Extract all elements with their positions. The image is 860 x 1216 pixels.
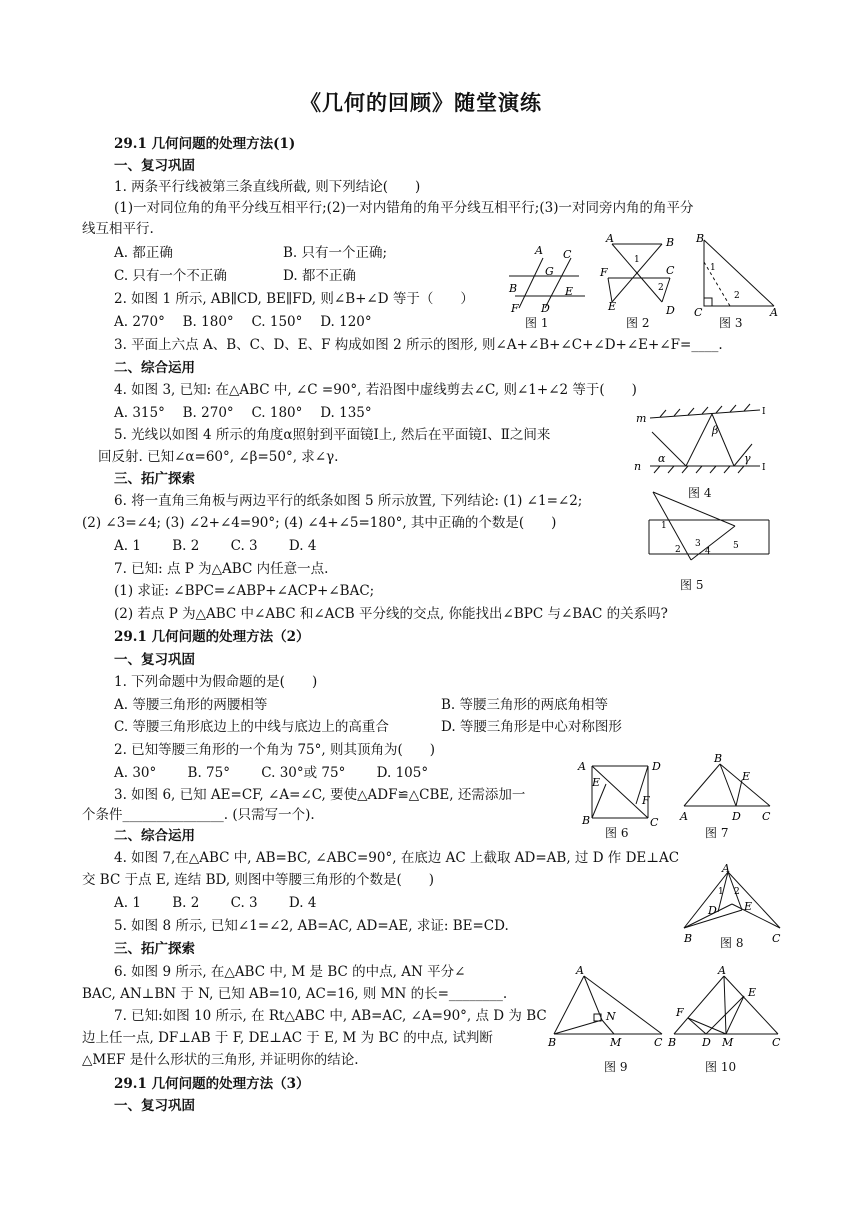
figure-caption: 图 10 xyxy=(705,1060,737,1074)
question-text: 2. 如图 1 所示, AB∥CD, BE∥FD, 则∠B+∠D 等于（ ） xyxy=(114,291,474,307)
fig-label: C xyxy=(666,264,675,277)
option-text: D. 等腰三角形是中心对称图形 xyxy=(441,719,622,735)
fig-label: G xyxy=(545,265,554,278)
figure-caption: 图 9 xyxy=(604,1060,628,1074)
fig-label: B xyxy=(509,282,518,295)
figure-caption: 图 2 xyxy=(626,316,650,330)
subsection-review: 一、复习巩固 xyxy=(114,158,195,174)
fig-label: A xyxy=(576,966,584,977)
option-text: A. 1 B. 2 C. 3 D. 4 xyxy=(114,895,317,911)
option-text: C. 等腰三角形底边上的中线与底边上的高重合 xyxy=(114,719,389,735)
figure-caption: 图 5 xyxy=(680,578,704,592)
fig-label: B xyxy=(696,232,705,245)
fig-label: A xyxy=(770,306,778,316)
fig-label: A xyxy=(722,864,730,875)
figure-caption: 图 3 xyxy=(719,316,743,330)
fig-label: 1 xyxy=(661,521,667,531)
subsection-extend: 三、拓广探索 xyxy=(114,471,195,487)
fig-label: D xyxy=(541,302,550,314)
fig-label: E xyxy=(592,776,601,789)
page-title: 《几何的回顾》随堂演练 xyxy=(300,90,542,115)
fig-label: D xyxy=(666,304,675,316)
fig-label: C xyxy=(650,816,659,826)
option-text: B. 只有一个正确; xyxy=(283,245,388,261)
option-text: A. 等腰三角形的两腰相等 xyxy=(114,697,268,713)
question-text: 线互相平行. xyxy=(82,221,154,237)
fig-label: C xyxy=(563,248,572,261)
question-text: 7. 已知: 点 P 为△ABC 内任意一点. xyxy=(114,561,329,577)
fig-label: F xyxy=(642,794,650,807)
fig-label: n xyxy=(634,460,642,473)
question-text: 1. 两条平行线被第三条直线所截, 则下列结论( ) xyxy=(114,179,421,195)
section-heading-2: 29.1 几何问题的处理方法（2） xyxy=(114,629,310,645)
fig-label: F xyxy=(511,302,519,314)
fig-label: E xyxy=(748,986,757,999)
question-text: 3. 平面上六点 A、B、C、D、E、F 构成如图 2 所示的图形, 则∠A+∠B+∠C+∠D+∠E+∠F=____. xyxy=(114,337,723,353)
option-text: B. 等腰三角形的两底角相等 xyxy=(441,697,609,713)
fig-label: D xyxy=(652,760,661,773)
question-text: 边上任一点, DF⊥AB 于 F, DE⊥AC 于 E, M 为 BC 的中点, 试判断 xyxy=(82,1030,493,1046)
fig-label: E xyxy=(744,900,753,913)
fig-label: F xyxy=(676,1006,684,1019)
question-text: (1)一对同位角的角平分线互相平行;(2)一对内错角的角平分线互相平行;(3)一对同旁内角的角平分 xyxy=(114,200,694,216)
fig-label: 2 xyxy=(675,545,681,555)
question-text: (2) 若点 P 为△ABC 中∠ABC 和∠ACB 平分线的交点, 你能找出∠BPC 与∠BAC 的关系吗? xyxy=(114,606,668,622)
figure-caption: 图 6 xyxy=(605,826,629,840)
question-text: 4. 如图 3, 已知: 在△ABC 中, ∠C =90°, 若沿图中虚线剪去∠C, 则∠1+∠2 等于( ) xyxy=(114,382,637,398)
question-text: (1) 求证: ∠BPC=∠ABP+∠ACP+∠BAC; xyxy=(114,583,375,599)
question-text: 4. 如图 7,在△ABC 中, AB=BC, ∠ABC=90°, 在底边 AC 上截取 AD=AB, 过 D 作 DE⊥AC xyxy=(114,850,680,866)
question-text: 2. 已知等腰三角形的一个角为 75°, 则其顶角为( ) xyxy=(114,742,436,758)
question-text: 回反射. 已知∠α=60°, ∠β=50°, 求∠γ. xyxy=(98,449,339,465)
fig-label: 2 xyxy=(734,291,740,301)
figure-caption: 图 7 xyxy=(705,826,729,840)
subsection-extend: 三、拓广探索 xyxy=(114,941,195,957)
fig-label: D xyxy=(702,1036,711,1049)
fig-label: E xyxy=(565,285,574,298)
question-text: 5. 如图 8 所示, 已知∠1=∠2, AB=AC, AD=AE, 求证: BE=CD. xyxy=(114,918,509,934)
fig-label: A xyxy=(535,244,543,257)
fig-label: C xyxy=(772,932,781,945)
fig-label: A xyxy=(606,232,614,245)
fig-label: 3 xyxy=(695,539,701,549)
figure-3 xyxy=(690,232,782,316)
fig-label: B xyxy=(548,1036,557,1049)
subsection-apply: 二、综合运用 xyxy=(114,360,195,376)
question-text: 5. 光线以如图 4 所示的角度α照射到平面镜Ⅰ上, 然后在平面镜Ⅰ、Ⅱ之间来 xyxy=(114,427,551,443)
fig-label: C xyxy=(762,810,771,823)
option-text: C. 只有一个不正确 xyxy=(114,268,227,284)
fig-label: 2 xyxy=(658,283,664,293)
question-text: 个条件_______________. (只需写一个). xyxy=(82,807,315,823)
section-heading-3: 29.1 几何问题的处理方法（3） xyxy=(114,1076,310,1092)
option-text: A. 315° B. 270° C. 180° D. 135° xyxy=(114,405,372,421)
fig-label: γ xyxy=(744,452,751,465)
fig-label: A xyxy=(680,810,688,823)
question-text: 3. 如图 6, 已知 AE=CF, ∠A=∠C, 要使△ADF≌△CBE, 还需添加一 xyxy=(114,787,526,803)
fig-label: A xyxy=(578,760,586,773)
question-text: 6. 如图 9 所示, 在△ABC 中, M 是 BC 的中点, AN 平分∠ xyxy=(114,964,466,980)
fig-label: 4 xyxy=(705,547,711,557)
subsection-review: 一、复习巩固 xyxy=(114,1098,195,1114)
fig-label: Ⅰ xyxy=(762,407,766,417)
figure-1 xyxy=(505,240,587,314)
fig-label: 5 xyxy=(733,541,739,551)
fig-label: 1 xyxy=(718,887,724,897)
figure-caption: 图 8 xyxy=(720,936,744,950)
fig-label: D xyxy=(732,810,741,823)
fig-label: β xyxy=(712,424,719,437)
question-text: 7. 已知:如图 10 所示, 在 Rt△ABC 中, AB=AC, ∠A=90°, 点 D 为 BC xyxy=(114,1008,547,1024)
figure-7 xyxy=(678,752,778,824)
fig-label: B xyxy=(714,752,723,765)
fig-label: B xyxy=(666,236,675,249)
subsection-review: 一、复习巩固 xyxy=(114,652,195,668)
fig-label: N xyxy=(606,1010,616,1023)
fig-label: F xyxy=(600,266,608,279)
fig-label: E xyxy=(608,300,617,313)
fig-label: C xyxy=(694,306,703,316)
fig-label: A xyxy=(718,966,726,977)
fig-label: B xyxy=(684,932,693,945)
option-text: D. 都不正确 xyxy=(283,268,356,284)
fig-label: 2 xyxy=(734,887,740,897)
figure-4 xyxy=(630,400,770,482)
figure-5 xyxy=(645,490,775,566)
fig-label: E xyxy=(742,770,751,783)
question-text: 交 BC 于点 E, 连结 BD, 则图中等腰三角形的个数是( ) xyxy=(82,872,434,888)
fig-label: M xyxy=(610,1036,622,1049)
fig-label: α xyxy=(658,452,666,465)
section-heading-1: 29.1 几何问题的处理方法(1) xyxy=(114,136,296,152)
option-text: A. 都正确 xyxy=(114,245,173,261)
question-text: 1. 下列命题中为假命题的是( ) xyxy=(114,674,318,690)
fig-label: B xyxy=(582,814,591,826)
figure-6 xyxy=(576,760,666,826)
figure-caption: 图 4 xyxy=(688,486,712,500)
fig-label: 1 xyxy=(634,255,640,265)
question-text: (2) ∠3=∠4; (3) ∠2+∠4=90°; (4) ∠4+∠5=180°, 其中正确的个数是( ) xyxy=(82,515,557,531)
fig-label: 1 xyxy=(710,263,716,273)
fig-label: D xyxy=(708,904,717,917)
option-text: A. 1 B. 2 C. 3 D. 4 xyxy=(114,538,317,554)
fig-label: B xyxy=(668,1036,677,1049)
question-text: △MEF 是什么形状的三角形, 并证明你的结论. xyxy=(82,1052,359,1068)
figure-2 xyxy=(598,232,680,316)
fig-label: Ⅰ xyxy=(762,463,766,473)
option-text: A. 270° B. 180° C. 150° D. 120° xyxy=(114,314,372,330)
subsection-apply: 二、综合运用 xyxy=(114,828,195,844)
fig-label: C xyxy=(654,1036,663,1049)
figure-9 xyxy=(546,966,668,1050)
figure-10 xyxy=(666,966,784,1050)
question-text: BAC, AN⊥BN 于 N, 已知 AB=10, AC=16, 则 MN 的长=________. xyxy=(82,986,508,1002)
fig-label: C xyxy=(772,1036,781,1049)
option-text: A. 30° B. 75° C. 30°或 75° D. 105° xyxy=(114,765,429,781)
fig-label: M xyxy=(722,1036,734,1049)
fig-label: m xyxy=(636,412,647,425)
figure-caption: 图 1 xyxy=(525,316,549,330)
question-text: 6. 将一直角三角板与两边平行的纸条如图 5 所示放置, 下列结论: (1) ∠1=∠2; xyxy=(114,493,583,509)
